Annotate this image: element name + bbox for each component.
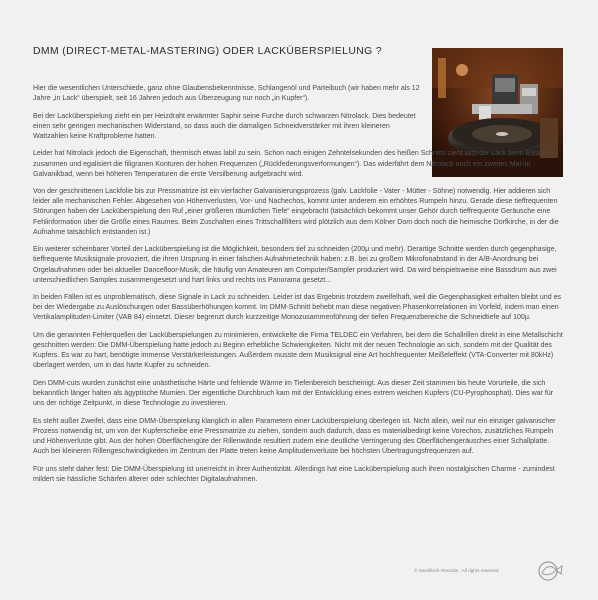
paragraph-galvanic-process: Von der geschnittenen Lackfolie bis zur Pressmatrize ist ein vierfacher Galvanisierungsprozess (galv. Lackfolie - Vater - Mütter - Söhne) notwendig. Hier addieren sich leider alle mechanischen Fehler. Abgesehen von Höhenverlusten, Vor- und Nachechos, kommt unter anderem ein erhöhtes Rumpeln hinzu. Gerade diese tieffrequenten Störungen haben der Lacküberspielung den Ruf „einer größeren räumlichen Tiefe“ eingebracht (tatsächlich bekommt unser Gehör durch tieffrequente Geräusche eine Fehlinformation über die Größe eines Raumes. Beim Zuschalten eines Trittschallfilters wird plötzlich aus dem Kölner Dom doch noch die heimische Dorfkirche, in der die Aufnahme tatsächlich entstanden ist.) bbox=[33, 188, 559, 236]
paragraph-lacquer-cutting: Bei der Lacküberspielung zieht ein per Heizdraht erwärmter Saphir seine Furche durch schwarzen Nitrolack. Dies bedeutet einen sehr geringen mechanischen Widerstand, so dass auch die damaligen Schneidverstärker mit ihren kleineren Wattzahlen keine Kraftprobleme hatten. bbox=[33, 112, 416, 140]
paragraph-dmm-cuts: Den DMM-cuts wurden zunächst eine unästhetische Härte und fehlende Wärme im Tiefenbereich bescheinigt. Aus dieser Zeit stammen bis heute Vorurteile, die sich bekanntlich länger halten als ägyptische Mumien. Der eigentliche Durchbruch kam mit der Entwicklung eines extrem weichen Kupfers (CU-Pyrophosphat). Dies war für uns der richtige Zeitpunkt, in diese Technologie zu investieren. bbox=[33, 379, 554, 408]
stockfisch-logo-icon bbox=[537, 560, 563, 582]
paragraph-intro: Hier die wesentlichen Unterschiede, ganz ohne Glaubensbekenntnisse, Schlangenöl und Parteibuch (wir haben mehr als 12 Jahre „in Lack“ überspielt, seit 16 Jahren jedoch aus Überzeugung nur noch „in Kupfer“). bbox=[33, 85, 420, 103]
paragraph-phase: In beiden Fällen ist es unproblematisch, diese Signale in Lack zu schneiden. Leider ist das Ergebnis trotzdem zweifelhaft, weil die Gegenphasigkeit erhalten bleibt und es bei der Wiedergabe zu Auslöschungen oder Bassüberhöhungen kommt. Im DMM-Schnitt behebt man diese negativen Phasenkorrelationen im Vorfeld, indem man einen Vertikalamplituden-Limiter (VAB 84) einsetzt. Dieser begrenzt durch kurzzeitige Monozusammenführung der tiefen Frequenzbereiche die Schneidtiefe auf 100μ. bbox=[33, 294, 562, 322]
paragraph-deep-cut: Ein weiterer scheinbarer Vorteil der Lacküberspielung ist die Möglichkeit, besonders tief zu schneiden (200μ und mehr). Derartige Schnitte werden durch gegenphasige, tieffrequente Musiksignale provoziert, die ihren Ursprung in einer falschen Aufnahmetechnik haben: z.B. bei zu großem Mikrofonabstand in der A/B-Anordnung bei Orgelaufnahmen oder bei aktueller Dancefloor-Musik, die häufig von Amateuren am Computer/Sampler produziert wird. Da wird beispielsweise eine Bassdrum aus zwei unterschiedlichen Samples zusammengesetzt und hart links und rechts ins Panorama gesetzt... bbox=[33, 246, 557, 284]
paragraph-superiority: Es steht außer Zweifel, dass eine DMM-Überspielung klanglich in allen Parametern einer Lacküberspielung überlegen ist. Nicht allein, weil nur ein einziger galvanischer Prozess notwendig ist, um von der Kupferscheibe eine Pressmatrize zu ziehen, sondern auch dadurch, dass es materialbedingt keine Vorechos, zusätzliches Rumpeln und Höhenverluste gibt. Aus der hohen Oberflächengüte der Rillenwände resultiert zudem eine deutliche Verringerung des Oberflächengeräusches einer Schallplatte. Auch bei kleineren Rillengeschwindigkeiten im Zentrum der Platte treten keine Amplitudenverluste bei höchsten Übertragungsfrequenzen auf. bbox=[33, 417, 556, 456]
page-title: DMM (DIRECT-METAL-MASTERING) ODER LACKÜBERSPIELUNG ? bbox=[33, 46, 383, 57]
paragraph-teldec: Um die genannten Fehlerquellen der Lacküberspielungen zu minimieren, entwickelte die Firma TELDEC ein Verfahren, bei dem die Schallrillen direkt in eine Metallschicht geschnitten werden: Die DMM-Überspielung hatte jedoch zu Beginn erhebliche Schwierigkeiten. Nicht mit der neuen Technologie an sich, sondern mit der Qualität des Kupfers. Es war zu hart, benötigte immense Verstärkerleistungen. Außerdem musste dem Musiksignal eine Art hochfrequenter Meißeleffekt (VTA-Converter mit 80kHz) überlagert werden, um in das harte Kupfer zu schneiden. bbox=[33, 331, 563, 370]
article-body bbox=[33, 84, 566, 492]
copyright-notice: © Stockfisch Records · All rights reserved bbox=[414, 568, 499, 573]
paragraph-conclusion: Für uns steht daher fest: Die DMM-Überspielung ist unerreicht in ihrer Authentizität. Allerdings hat eine Lacküberspielung auch ihren nostalgischen Charme - zumindest mildert sie hässliche Schärfen älterer oder schlechter Digitalaufnahmen. bbox=[33, 465, 555, 483]
paragraph-nitro-lacquer: Leider hat Nitrolack jedoch die Eigenschaft, thermisch etwas labil zu sein. Schon nach einigen Zehntelsekunden des heißen Schnitts zieht sich der Lack beim Erkalten zusammen und egalisiert die filigranen Konturen der hohen Frequenzen („Rückfederungsverformungen“). Das widerfährt dem Nitrolack noch ein zweites Mal im Galvanikbad, wenn bei höheren Temperaturen die erste Versilberung aufgebracht wird. bbox=[33, 150, 552, 178]
